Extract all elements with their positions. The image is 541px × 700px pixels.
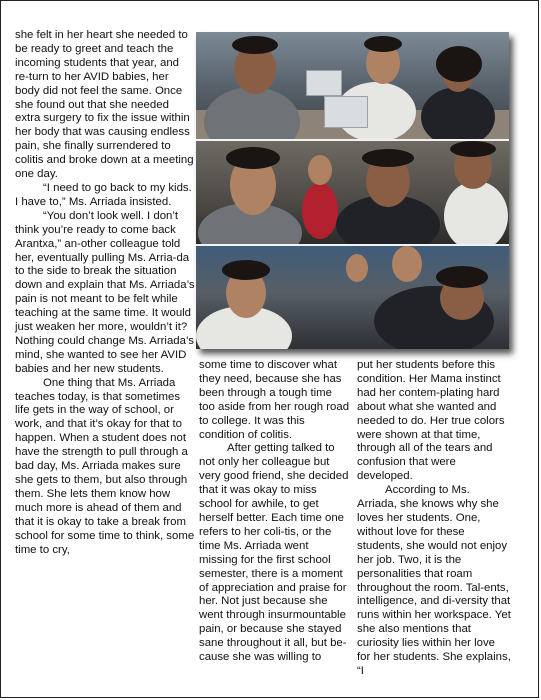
paragraph: After getting talked to not only her colleague but very good friend, she decided that it was okay to miss school for awhile, to get herself better. Each time one refers to her coli-tis, or the time Ms. Arriada went missing for the first school semester, there is a moment of appreciation and praise for her. Not just because she went through insurmountable pain, or because she stayed sane throughout it all, but be-cause she was willing to [199, 442, 349, 664]
paragraph: According to Ms. Arriada, she knows why she loves her students. One, without love for these students, she would not enjoy her job. Two, it is the personalities that roam throughout the room. Tal-ents, intelligence, and di-versity that runs within her workspace. Yet she also mentions that curiosity lies within her love for her students. She explains, “I [357, 484, 511, 677]
photo-panel-students-posing [196, 141, 509, 244]
article-column-1 [15, 29, 195, 557]
article-column-3 [357, 359, 511, 679]
paragraph: “You don’t look well. I don’t think you’re ready to come back Arantxa,” an-other colleague told her, eventually pulling Ms. Arria-da to the side to break the situation down and explain that Ms. Arriada’s pain is not meant to be felt while teaching at the same time. It would just weaken her more, wouldn’t it? Nothing could change Ms. Arriada’s mind, she wanted to see her AVID babies and her new students. [15, 209, 195, 375]
photo-panel-classroom [196, 32, 509, 139]
paragraph: One thing that Ms. Arriada teaches today, is that sometimes life gets in the way of school, or work, and that it’s okay for that to happen. When a student does not have the strength to pull through a bad day, Ms. Arriada makes sure she gets to them, but also through them. She lets them know how much more is ahead of them and that it is okay to take a break from school for some time to think, some time to cry, [15, 376, 195, 556]
article-column-2 [199, 359, 350, 665]
paragraph: she felt in her heart she needed to be ready to greet and teach the incoming students that year, and re-turn to her AVID babies, her body did not feel the same. Once she found out that she needed extra surgery to fix the issue within her body that was causing endless pain, she finally surrendered to colitis and broke down at a meeting one day. [15, 29, 194, 181]
photo-collage [196, 32, 509, 349]
paragraph: put her students before this condition. Her Mama instinct had her contem-plating hard about what she wanted and needed to do. Her true colors were shown at that time, through all of the tears and confusion that were developed. [357, 359, 505, 483]
paragraph: “I need to go back to my kids. I have to,” Ms. Arriada insisted. [15, 181, 192, 208]
paragraph: some time to discover what they need, because she has been through a tough time too aside from her rough road to college. It was this condition of colitis. [199, 359, 350, 441]
photo-panel-high-five [196, 246, 509, 349]
